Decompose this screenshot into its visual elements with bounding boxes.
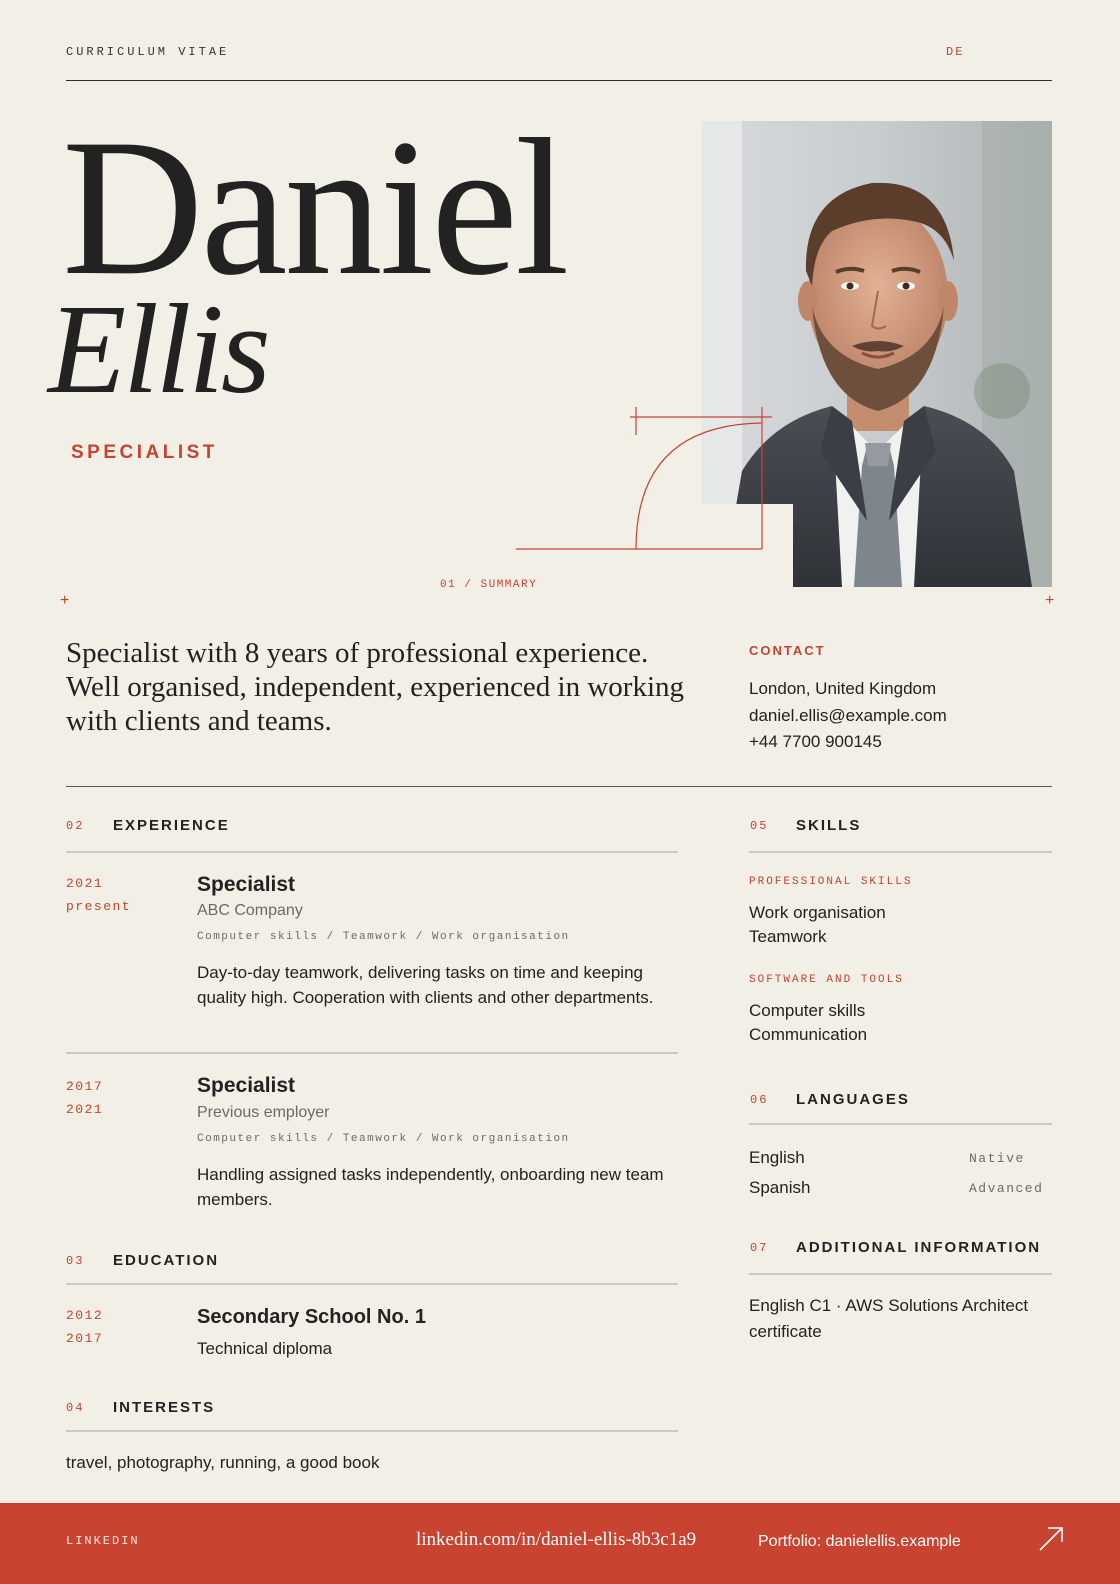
divider — [66, 1430, 678, 1432]
job-1-title: Specialist — [197, 873, 296, 896]
summary-tag: 01 / SUMMARY — [440, 579, 538, 591]
education-years: 2012 2017 — [66, 1308, 104, 1346]
plus-icon: + — [60, 592, 70, 609]
language-name: Spanish — [749, 1178, 811, 1197]
skill-group-label: SOFTWARE AND TOOLS — [749, 974, 904, 986]
contact-location: London, United Kingdom — [749, 679, 937, 698]
additional-heading: ADDITIONAL INFORMATION — [796, 1239, 1042, 1256]
job-2-tags: Computer skills / Teamwork / Work organisation — [197, 1133, 570, 1145]
divider — [66, 1052, 678, 1054]
experience-number: 02 — [66, 819, 85, 833]
linkedin-label: LINKEDIN — [66, 1534, 140, 1548]
skill-item: Computer skills — [749, 1001, 866, 1020]
skills-number: 05 — [750, 819, 769, 833]
divider — [749, 1273, 1052, 1275]
linkedin-link[interactable]: linkedin.com/in/daniel-ellis-8b3c1a9 — [416, 1529, 697, 1550]
education-number: 03 — [66, 1254, 85, 1268]
job-1-tags: Computer skills / Teamwork / Work organisation — [197, 931, 570, 943]
contact-phone[interactable]: +44 7700 900145 — [749, 732, 882, 751]
additional-number: 07 — [750, 1241, 769, 1255]
interests-number: 04 — [66, 1401, 85, 1415]
interests-heading: INTERESTS — [113, 1399, 216, 1416]
summary-text: Specialist with 8 years of professional experience. Well organised, independent, experienced in working with clients and teams. — [66, 637, 685, 737]
arrow-up-right-icon[interactable] — [1036, 1524, 1066, 1559]
job-role: SPECIALIST — [71, 442, 218, 463]
divider — [66, 786, 1052, 787]
skills-heading: SKILLS — [796, 817, 862, 834]
job-1-years: 2021 present — [66, 876, 132, 914]
additional-text: English C1 · AWS Solutions Architect certificate — [749, 1296, 1029, 1341]
languages-number: 06 — [750, 1093, 769, 1107]
divider — [66, 1283, 678, 1285]
decorative-lines — [500, 395, 790, 555]
language-switch[interactable]: DE — [946, 45, 965, 59]
languages-heading: LANGUAGES — [796, 1091, 910, 1108]
education-school: Secondary School No. 1 — [197, 1306, 426, 1328]
divider — [66, 851, 678, 853]
language-level: Advanced — [969, 1181, 1044, 1196]
skill-item: Work organisation — [749, 903, 886, 922]
top-bar — [66, 45, 1052, 81]
first-name: Daniel — [62, 99, 567, 316]
skill-item: Teamwork — [749, 927, 827, 946]
last-name: Ellis — [48, 278, 268, 420]
language-level: Native — [969, 1151, 1025, 1166]
job-2-description: Handling assigned tasks independently, onboarding new team members. — [197, 1165, 664, 1209]
job-1-description: Day-to-day teamwork, delivering tasks on time and keeping quality high. Cooperation with clients and other departments. — [197, 963, 654, 1007]
education-heading: EDUCATION — [113, 1252, 220, 1269]
language-name: English — [749, 1148, 805, 1167]
education-degree: Technical diploma — [197, 1339, 333, 1358]
contact-heading: CONTACT — [749, 643, 826, 658]
interests-text: travel, photography, running, a good book — [66, 1453, 380, 1472]
divider — [749, 1123, 1052, 1125]
job-2-company: Previous employer — [197, 1104, 330, 1121]
footer-bar — [0, 1503, 1120, 1584]
skill-item: Communication — [749, 1025, 868, 1044]
document-label: CURRICULUM VITAE — [66, 45, 230, 59]
experience-heading: EXPERIENCE — [113, 817, 230, 834]
contact-list — [749, 676, 947, 756]
skill-group-label: PROFESSIONAL SKILLS — [749, 876, 913, 888]
job-1-company: ABC Company — [197, 902, 303, 919]
job-2-years: 2017 2021 — [66, 1079, 104, 1117]
job-2-title: Specialist — [197, 1074, 296, 1097]
plus-icon: + — [1045, 592, 1055, 609]
divider — [749, 851, 1052, 853]
portfolio-link[interactable]: Portfolio: danielellis.example — [758, 1533, 961, 1550]
contact-email[interactable]: daniel.ellis@example.com — [749, 705, 947, 725]
